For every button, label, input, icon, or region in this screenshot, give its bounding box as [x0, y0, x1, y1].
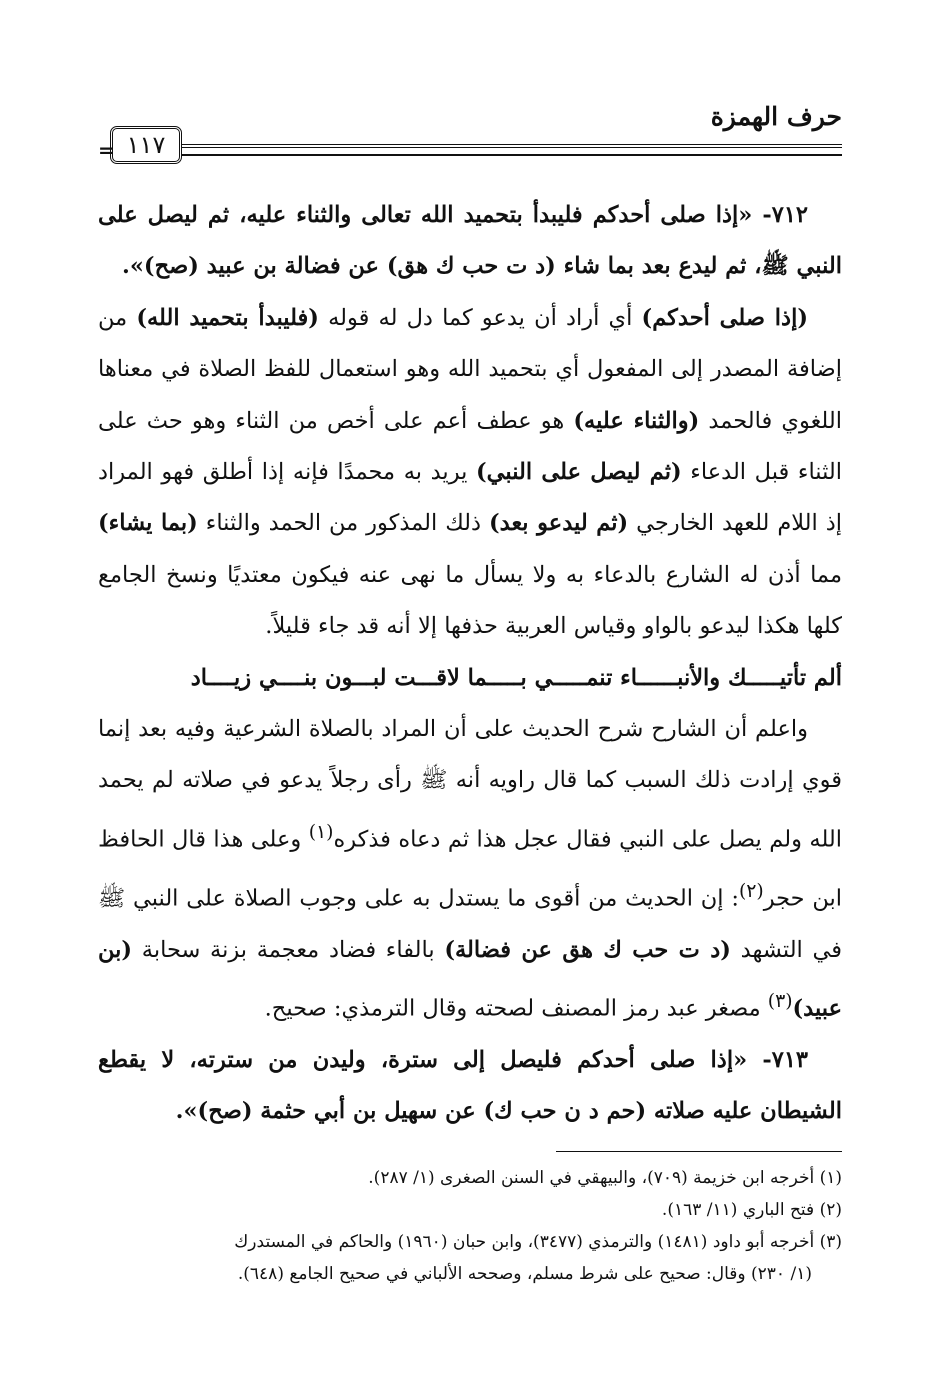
text: ذلك المذكور من الحمد والثناء — [197, 510, 489, 537]
quote: (بما يشاء) — [98, 510, 198, 537]
footnote-1: (١) أخرجه ابن خزيمة (٧٠٩)، والبيهقي في السنن الصغرى (١/ ٢٨٧). — [368, 1168, 842, 1188]
text: يريد به محمدًا فإنه إذا أطلق فهو المراد إذ اللام للعهد الخارجي — [98, 459, 842, 537]
header-dash: = — [98, 138, 115, 162]
commentary-continued — [98, 704, 842, 1035]
text: وعلى هذا قال الحافظ ابن حجر — [98, 826, 843, 912]
header-double-line — [182, 144, 842, 148]
quote: (ثم ليدعو بعد) — [488, 510, 629, 537]
text: من إضافة المصدر إلى المفعول أي بتحميد الله وهو استعمال للفظ الصلاة في معناها اللغوي فالحمد — [98, 304, 842, 434]
quote: (والثناء عليه) — [573, 407, 700, 434]
text: بالفاء فضاد معجمة بزنة سحابة — [132, 936, 445, 963]
footnote-ref-2[interactable]: (٢) — [738, 880, 764, 902]
text: مما أذن له الشارع بالدعاء به ولا يسأل ما نهى عنه فيكون معتديًا ونسخ الجامع كلها هكذا ليدعو بالواو وقياس العربية حذفها إلا أنه قد جاء قليلاً. — [98, 561, 842, 640]
commentary-712 — [98, 293, 842, 653]
text: هو عطف أعم على أخص من الثناء وهو حث على الثناء قبل الدعاء — [98, 407, 842, 486]
quote: (إذا صلى أحدكم) — [641, 304, 808, 331]
quote: (بن عبيد) — [98, 936, 842, 1022]
text: واعلم أن الشارح شرح الحديث على أن المراد بالصلاة الشرعية وفيه بعد إنما قوي إرادت ذلك السبب كما قال راويه أنه ﷺ رأى رجلاً يدعو في صلاته لم يحمد الله ولم يصل على النبي فقال عجل هذا ثم دعاه فذكره — [98, 716, 842, 853]
main-text — [98, 190, 842, 1138]
footnote-divider — [556, 1151, 842, 1152]
quote: (ثم ليصل على النبي) — [476, 459, 682, 486]
footnote-2: (٢) فتح الباري (١١/ ١٦٣). — [661, 1200, 842, 1220]
text: : إن الحديث من أقوى ما يستدل به على وجوب الصلاة على النبي ﷺ في التشهد — [98, 885, 843, 963]
hadith-713: ٧١٣- «إذا صلى أحدكم فليصل إلى سترة، وليدن من سترته، لا يقطع الشيطان عليه صلاته (حم د ن حب ك) عن سهيل بن أبي حثمة (صح)». — [98, 1047, 842, 1125]
page-number: ١١٧ — [110, 126, 182, 164]
quote: (فليبدأ بتحميد الله) — [136, 304, 319, 331]
footnote-ref-1[interactable]: (١) — [308, 821, 334, 843]
page-header-title: حرف الهمزة — [710, 102, 842, 131]
hadith-712: ٧١٢- «إذا صلى أحدكم فليبدأ بتحميد الله تعالى والثناء عليه، ثم ليصل على النبي ﷺ، ثم ليدع بعد بما شاء (د ت حب ك هق) عن فضالة بن عبيد (صح)». — [98, 202, 842, 280]
quote: (د ت حب ك هق عن فضالة) — [444, 936, 731, 963]
poetry-verse: ألم تأتيـــــك والأنبــــــاء تنمـــــي بـــــما لاقـــت لبـــون بنــــي زيــــاد — [190, 664, 842, 691]
text: أي أراد أن يدعو كما دل له قوله — [318, 304, 642, 331]
footnote-3: (٣) أخرجه أبو داود (١٤٨١) والترمذي (٣٤٧٧)، وابن حبان (١٩٦٠) والحاكم في المستدرك — [234, 1232, 842, 1252]
text: مصغر عبد رمز المصنف لصحته وقال الترمذي: صحيح. — [264, 995, 768, 1022]
footnote-ref-3[interactable]: (٣) — [767, 991, 793, 1013]
footnote-3-continued: (١/ ٢٣٠) وقال: صحيح على شرط مسلم، وصححه الألباني في صحيح الجامع (٦٤٨). — [237, 1264, 812, 1284]
header-rule — [98, 120, 842, 166]
footnotes — [98, 1162, 842, 1290]
header-thin-line — [182, 154, 842, 156]
